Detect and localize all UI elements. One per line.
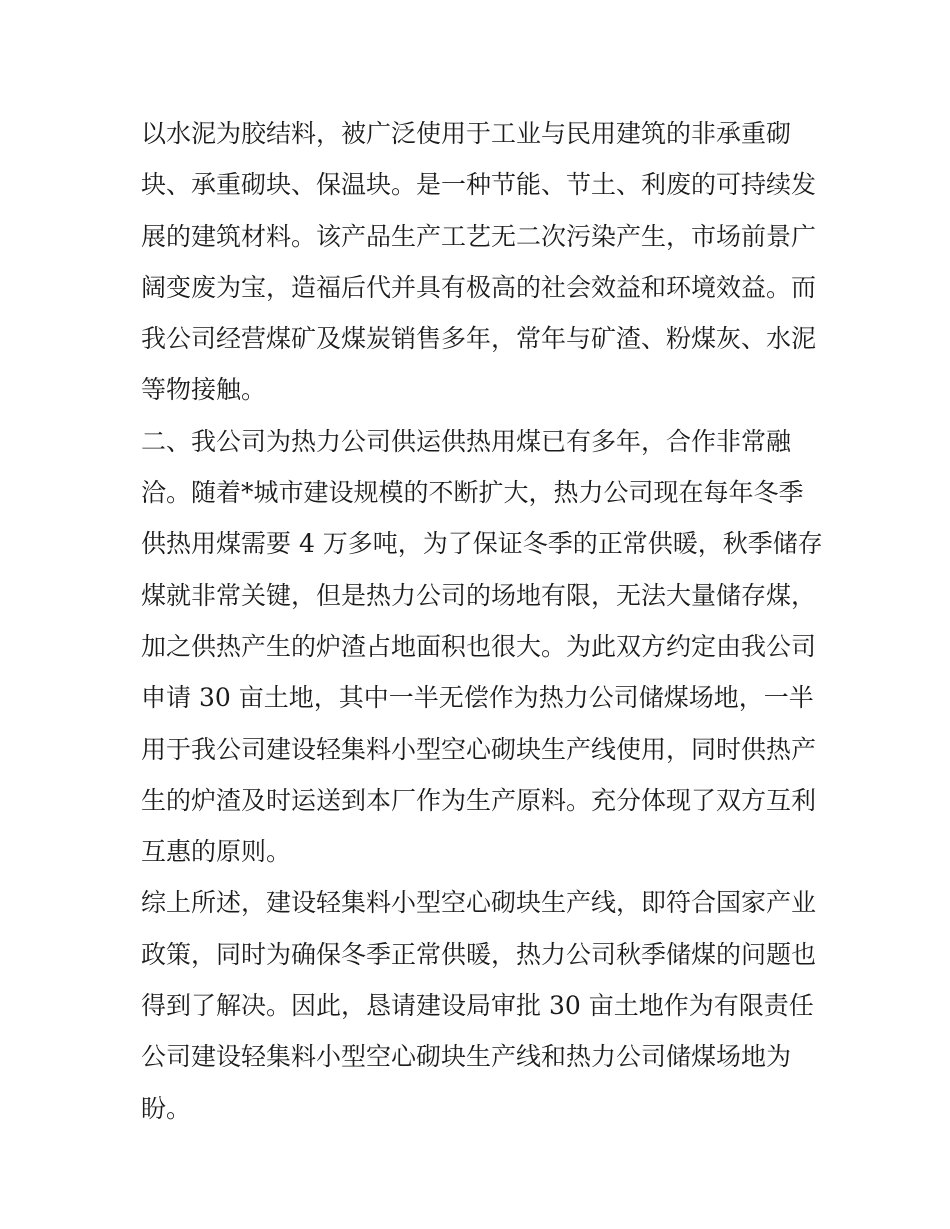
text-line: 加之供热产生的炉渣占地面积也很大。为此双方约定由我公司	[141, 631, 817, 661]
text-line: 以水泥为胶结料，被广泛使用于工业与民用建筑的非承重砌	[141, 119, 792, 148]
text-line: 洽。随着*城市建设规模的不断扩大，热力公司现在每年冬季	[141, 478, 804, 508]
text-line: 二、我公司为热力公司供运供热用煤已有多年，合作非常融	[141, 426, 792, 456]
text-line: 盼。	[141, 1093, 192, 1123]
text-line: 等物接触。	[141, 375, 267, 405]
text-line: 综上所述，建设轻集料小型空心砌块生产线，即符合国家产业	[141, 888, 817, 918]
text-line: 公司建设轻集料小型空心砌块生产线和热力公司储煤场地为	[141, 1042, 792, 1072]
document-body	[141, 108, 821, 1134]
text-line: 政策，同时为确保冬季正常供暖，热力公司秋季储煤的问题也	[141, 939, 817, 969]
text-line: 阔变废为宝，造福后代并具有极高的社会效益和环境效益。而	[141, 272, 817, 302]
text-line: 互惠的原则。	[141, 837, 292, 867]
text-line: 得到了解决。因此，恳请建设局审批 30 亩土地作为有限责任	[141, 991, 814, 1021]
text-line: 申请 30 亩土地，其中一半无偿作为热力公司储煤场地，一半	[141, 683, 814, 713]
text-line: 生的炉渣及时运送到本厂作为生产原料。充分体现了双方互利	[141, 785, 817, 815]
text-line: 煤就非常关键，但是热力公司的场地有限，无法大量储存煤，	[141, 580, 817, 610]
text-line: 我公司经营煤矿及煤炭销售多年，常年与矿渣、粉煤灰、水泥	[141, 324, 817, 354]
text-line: 块、承重砌块、保温块。是一种节能、节土、利废的可持续发	[141, 170, 817, 200]
text-line: 展的建筑材料。该产品生产工艺无二次污染产生，市场前景广	[141, 221, 817, 251]
text-line: 供热用煤需要 4 万多吨，为了保证冬季的正常供暖，秋季储存	[141, 529, 823, 559]
text-line: 用于我公司建设轻集料小型空心砌块生产线使用，同时供热产	[141, 734, 817, 764]
